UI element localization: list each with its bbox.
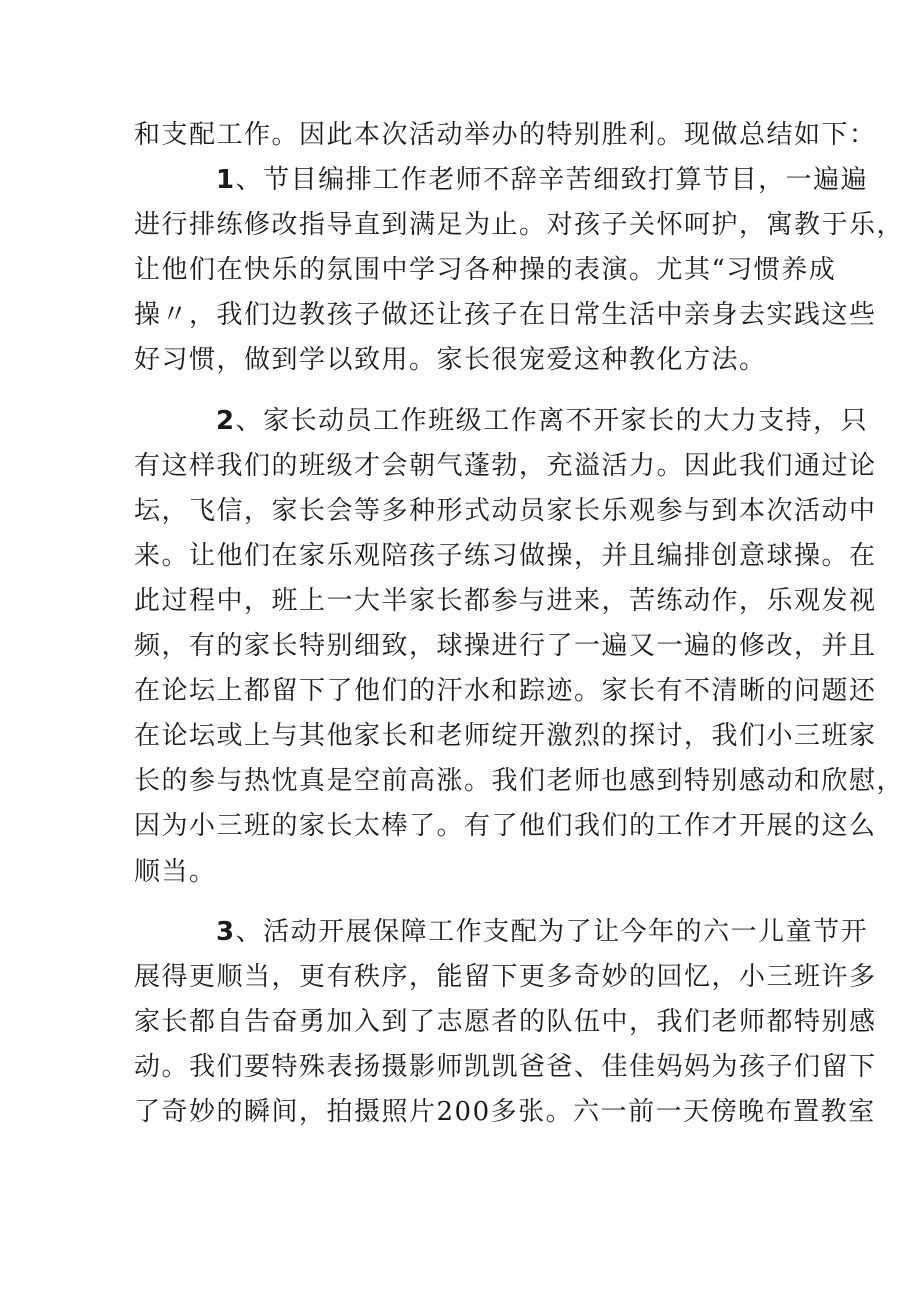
text-line — [134, 158, 869, 203]
text-line-content: 、节目编排工作老师不辞辛苦细致打算节目，一遍遍 — [235, 165, 869, 196]
text-line — [134, 399, 869, 444]
text-line: 有这样我们的班级才会朝气蓬勃，充溢活力。因此我们通过论 — [134, 450, 877, 481]
text-line: 坛，飞信，家长会等多种形式动员家长乐观参与到本次活动中 — [134, 495, 877, 526]
paragraph-spacer — [134, 384, 798, 399]
text-line-content: 、活动开展保障工作支配为了让今年的六一儿童节开 — [235, 916, 869, 947]
text-line: 此过程中，班上一大半家长都参与进来，苦练动作，乐观发视 — [134, 585, 877, 616]
paragraph-3 — [134, 910, 877, 1135]
text-line: 让他们在快乐的氛围中学习各种操的表演。尤其“习惯养成 — [134, 255, 837, 286]
paragraph-1 — [134, 158, 905, 383]
text-line: 顺当。 — [134, 856, 217, 887]
text-line: 动。我们要特殊表扬摄影师凯凯爸爸、佳佳妈妈为孩子们留下 — [134, 1051, 877, 1082]
text-line: 家长都自告奋勇加入到了志愿者的队伍中，我们老师都特别感 — [134, 1006, 877, 1037]
paragraph-intro — [134, 113, 877, 158]
paragraph-2 — [134, 399, 905, 895]
text-line: 频，有的家长特别细致，球操进行了一遍又一遍的修改，并且 — [134, 631, 877, 662]
paragraph-number: 2 — [216, 405, 236, 436]
paragraph-number: 1 — [216, 165, 236, 196]
text-line: 了奇妙的瞬间，拍摄照片200多张。六一前一天傍晚布置教室 — [134, 1096, 876, 1127]
paragraph-spacer — [134, 895, 798, 910]
text-line: 展得更顺当，更有秩序，能留下更多奇妙的回忆，小三班许多 — [134, 961, 877, 992]
document-body — [134, 113, 905, 1135]
text-line: 好习惯，做到学以致用。家长很宠爱这种教化方法。 — [134, 345, 767, 376]
text-line: 进行排练修改指导直到满足为止。对孩子关怀呵护，寓教于乐， — [134, 210, 905, 241]
text-line: 在论坛或上与其他家长和老师绽开激烈的探讨，我们小三班家 — [134, 721, 877, 752]
text-line-content: 、家长动员工作班级工作离不开家长的大力支持，只 — [235, 405, 869, 436]
text-line: 和支配工作。因此本次活动举办的特别胜利。现做总结如下： — [134, 120, 877, 150]
text-line: 长的参与热忱真是空前高涨。我们老师也感到特别感动和欣慰， — [134, 766, 905, 797]
text-line: 操〃，我们边教孩子做还让孩子在日常生活中亲身去实践这些 — [134, 300, 877, 331]
text-line — [134, 910, 869, 955]
text-line: 因为小三班的家长太棒了。有了他们我们的工作才开展的这么 — [134, 811, 877, 842]
text-line: 在论坛上都留下了他们的汗水和踪迹。家长有不清晰的问题还 — [134, 676, 877, 707]
paragraph-number: 3 — [216, 916, 236, 947]
text-line: 来。让他们在家乐观陪孩子练习做操，并且编排创意球操。在 — [134, 540, 877, 571]
